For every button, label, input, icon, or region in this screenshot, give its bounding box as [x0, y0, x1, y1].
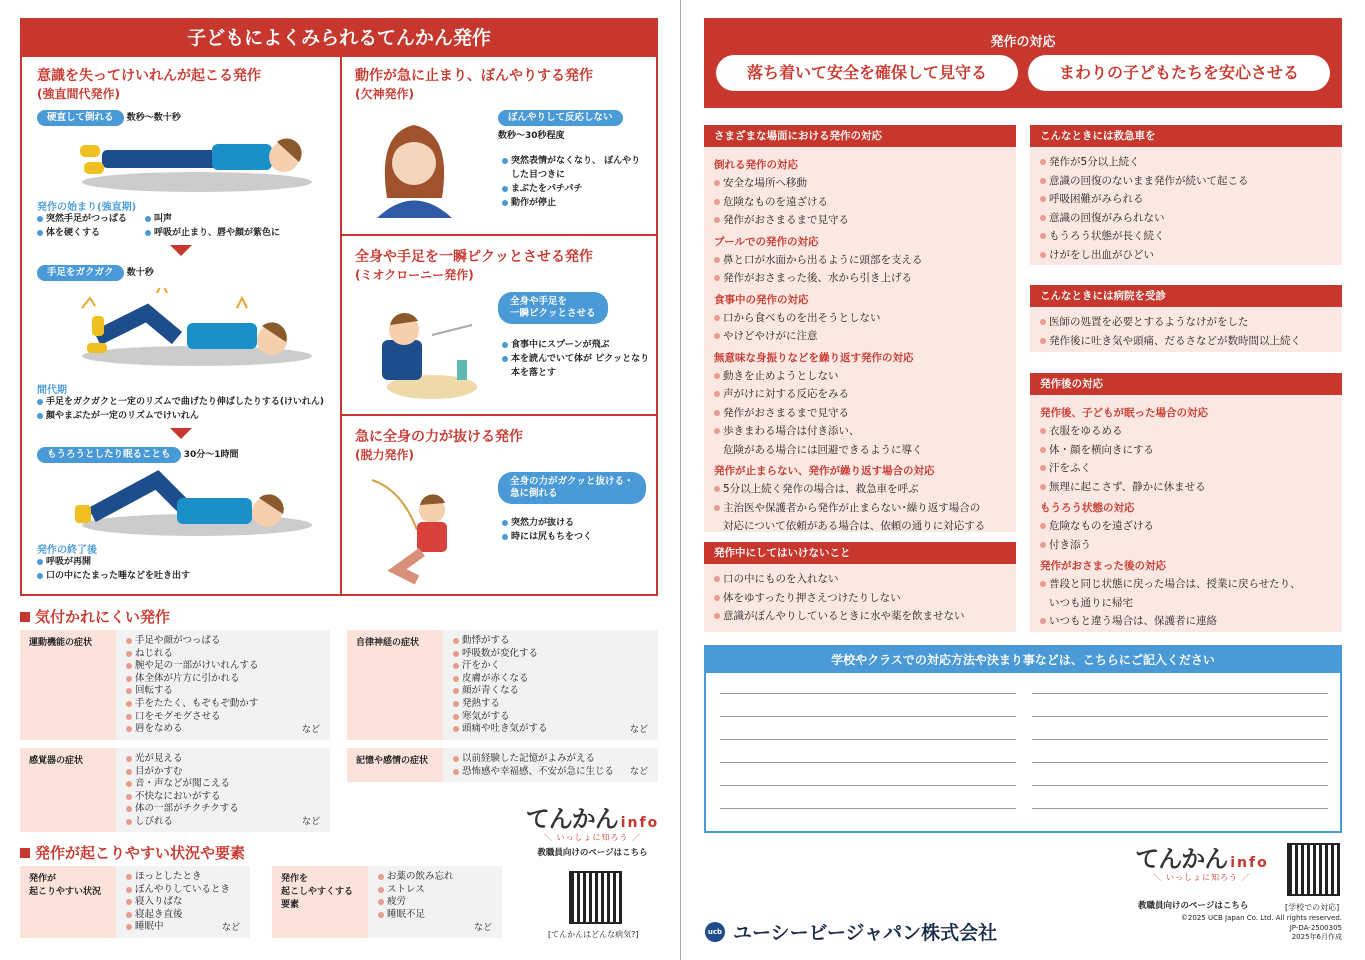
notes-box[interactable] [704, 645, 1342, 833]
list-item: 目がかすむ [126, 766, 320, 779]
list-item: 付き添う [1040, 536, 1332, 555]
list-item: 寒気がする [453, 711, 648, 724]
symptom-box [20, 748, 330, 832]
list-item: 5分以上続く発作の場合は、救急車を呼ぶ [714, 480, 1006, 499]
clonic-phase-title: 間代期 [37, 385, 67, 396]
list-item: 無理に起こさず、静かに休ませる [1040, 478, 1332, 497]
group-title: 無意味な身振りなどを繰り返す発作の対応 [714, 351, 914, 364]
myoclonic-heading: 全身や手足を一瞬ピクッとさせる発作 [355, 249, 593, 265]
document-code: JP-DA-2500305 [1289, 923, 1342, 932]
list-item: やけどやけがに注意 [714, 327, 1006, 346]
phase-time: 30分〜1時間 [183, 450, 239, 460]
qr-label: [学校での対応] [1285, 903, 1340, 912]
list-item: ほっとしたとき [126, 871, 240, 884]
list-item: 口の中にたまった唾などを吐き出す [37, 569, 337, 583]
child-convulsing-illustration [67, 288, 317, 373]
atonic-heading: 急に全身の力が抜ける発作 [355, 429, 523, 445]
reassure-children-banner: まわりの子どもたちを安心させる [1028, 55, 1330, 91]
list-item: 突然表情がなくなり、 ぼんやりした目つきに [502, 154, 642, 182]
list-item: 意識の回復のないまま発作が続いて起こる [1040, 172, 1332, 191]
atonic-section [355, 428, 645, 464]
list-item: 手足をガクガクと一定のリズムで曲げたり伸ばしたりする(けいれん) [37, 395, 337, 409]
end-phase-title: 発作の終了後 [37, 545, 97, 556]
ucb-company-logo [705, 918, 997, 945]
list-item: 意識がぼんやりしているときに水や薬を飲ませない [714, 607, 1006, 626]
list-item: 口の中にものを入れない [714, 570, 1006, 589]
symptom-box [347, 748, 658, 782]
list-item: 声がけに対する反応をみる [714, 385, 1006, 404]
qr-code[interactable] [1287, 843, 1340, 896]
boy-spoon-illustration [362, 295, 477, 405]
response-title: 発作の対応 [990, 35, 1056, 50]
group-title: 倒れる発作の対応 [714, 159, 798, 171]
etc-label: など [629, 725, 648, 735]
list-item: 寝入りばな [126, 896, 240, 909]
list-item: 腕や足の一部がけいれんする [126, 660, 320, 673]
list-item: 疲労 [378, 896, 492, 909]
company-name: ユーシービージャパン株式会社 [733, 922, 998, 944]
absence-time: 数秒〜30秒程度 [498, 131, 565, 141]
list-item: 体の一部がチクチクする [126, 803, 320, 816]
list-item: 音・声などが聞こえる [126, 778, 320, 791]
etc-label: など [629, 767, 648, 777]
list-item: 呼吸が止まり、唇や顔が紫色に [145, 226, 335, 240]
column-divider [340, 57, 342, 596]
myoclonic-list [502, 338, 652, 380]
card-header: こんなときには病院を受診 [1030, 285, 1342, 307]
list-item: ぼんやりしているとき [126, 884, 240, 897]
list-item: 顔やまぶたが一定のリズムでけいれん [37, 409, 337, 423]
list-item: 汗をかく [453, 660, 648, 673]
myoclonic-section [355, 248, 645, 284]
list-item: 手足や顔がつっぱる [126, 635, 320, 648]
list-item: 突然力が抜ける [502, 516, 652, 530]
page-title: 子どもによくみられるてんかん発作 [22, 20, 656, 57]
row-divider [342, 414, 658, 416]
list-item: 口から食べものを出そうとしない [714, 309, 1006, 328]
ucb-logo-icon: ucb [705, 922, 725, 942]
child-sleeping-illustration [67, 470, 317, 540]
list-item: 危険なものを遠ざける [1040, 517, 1332, 536]
list-item: もうろう状態が長く続く [1040, 227, 1332, 246]
list-item: いつもと違う場合は、保護者に連絡 [1040, 612, 1332, 631]
myoclonic-subheading: (ミオクローニー発作) [355, 268, 474, 282]
end-phase-list [37, 555, 337, 583]
list-item: 鼻と口が水面から出るように頭部を支える [714, 251, 1006, 270]
card-header: 発作中にしてはいけないこと [704, 542, 1016, 564]
list-item: 医師の処置を必要とするようなけがをした [1040, 313, 1332, 332]
list-item: 意識の回復がみられない [1040, 209, 1332, 228]
copyright: ©2025 UCB Japan Co. Ltd. All rights reserved. [1180, 914, 1342, 922]
phase-pill: 手足をガクガク [37, 265, 124, 281]
list-item: 不快なにおいがする [126, 791, 320, 804]
row-divider [342, 234, 658, 236]
list-item: 安全な場所へ移動 [714, 174, 1006, 193]
write-in-line[interactable] [720, 808, 1016, 809]
situations-card [704, 125, 1016, 532]
write-in-line[interactable] [1032, 808, 1328, 809]
write-in-line[interactable] [1032, 739, 1328, 740]
seizure-types-box [20, 18, 658, 596]
write-in-line[interactable] [720, 693, 1016, 694]
logo-tagline: ＼ いっしょに知ろう ／ [1153, 873, 1251, 882]
atonic-list [502, 516, 652, 544]
phase-time: 数十秒 [126, 268, 154, 278]
write-in-line[interactable] [1032, 762, 1328, 763]
triggers-heading: 発作が起こりやすい状況や要素 [20, 842, 245, 863]
card-header: さまざまな場面における発作の対応 [704, 125, 1016, 147]
list-item: 発熱する [453, 698, 648, 711]
start-phase-title: 発作の始まり(強直期) [37, 202, 137, 213]
creation-date: 2025年6月作成 [1291, 933, 1342, 941]
etc-label: など [473, 923, 492, 933]
trigger-box [20, 866, 250, 938]
absence-pill: ぼんやりして反応しない [498, 110, 623, 126]
list-item: ストレス [378, 884, 492, 897]
etc-label: など [301, 817, 320, 827]
subtle-seizures-heading: 気付かれにくい発作 [20, 606, 170, 627]
group-title: もうろう状態の対応 [1040, 502, 1135, 514]
list-item: 普段と同じ状態に戻った場合は、授業に戻らせたり、 いつも通りに帰宅 [1040, 575, 1332, 612]
tenkan-info-logo: てんかん info ＼ いっしょに知ろう ／ [1122, 846, 1282, 884]
atonic-pill: 全身の力がガクッと抜ける・ 急に倒れる [498, 472, 646, 504]
response-header [704, 18, 1342, 108]
list-item: 頭痛や吐き気がする [453, 723, 648, 736]
list-item: 睡眠不足 [378, 909, 492, 922]
symptom-box [347, 630, 658, 740]
symptom-category: 発作を 起こしやすくする 要素 [272, 866, 368, 938]
list-item: 突然手足がつっぱる [37, 212, 145, 226]
tonic-clonic-section [37, 67, 327, 103]
group-title: 発作が止まらない、発作が繰り返す場合の対応 [714, 465, 935, 477]
list-item: 発作後に吐き気や頭痛、だるさなどが数時間以上続く [1040, 332, 1332, 351]
stay-calm-banner: 落ち着いて安全を確保して見守る [716, 55, 1018, 91]
symptom-box [20, 630, 330, 740]
list-item: 体をゆすったり押さえつけたりしない [714, 589, 1006, 608]
hospital-card [1030, 285, 1342, 352]
list-item: 叫声 [145, 212, 335, 226]
list-item: 唇をなめる [126, 723, 320, 736]
list-item: 呼吸困難がみられる [1040, 190, 1332, 209]
write-in-line[interactable] [720, 716, 1016, 717]
list-item: まぶたをパチパチ [502, 182, 642, 196]
girl-blank-stare-illustration [372, 113, 457, 218]
list-item: 歩きまわる場合は付き添い、 危険がある場合には回避できるように導く [714, 422, 1006, 459]
write-in-line[interactable] [720, 739, 1016, 740]
start-phase-list [37, 212, 337, 240]
list-item: 体全体が片方に引かれる [126, 673, 320, 686]
qr-label: [てんかんはどんな病気?] [548, 930, 639, 939]
list-item: 時には尻もちをつく [502, 530, 652, 544]
write-in-line[interactable] [720, 762, 1016, 763]
write-in-line[interactable] [720, 785, 1016, 786]
atonic-subheading: (脱力発作) [355, 448, 414, 462]
symptom-category: 感覚器の症状 [20, 748, 116, 832]
teacher-page-caption: 教職員向けのページはこちら [1138, 901, 1249, 911]
list-item: 衣服をゆるめる [1040, 422, 1332, 441]
list-item: 本を読んでいて体が ピクッとなり本を落とす [502, 352, 652, 380]
list-item: 主治医や保護者から発作が止まらない･繰り返す場合の 対応について依頼がある場合は、依頼の通りに対応する [714, 499, 1006, 536]
list-item: 寝起き直後 [126, 909, 240, 922]
absence-heading: 動作が急に止まり、ぼんやりする発作 [355, 68, 593, 84]
donts-card [704, 542, 1016, 632]
card-header: こんなときには救急車を [1030, 125, 1342, 147]
group-title: プールでの発作の対応 [714, 235, 819, 248]
card-header: 発作後の対応 [1030, 373, 1342, 395]
arrow-down-icon [170, 428, 192, 439]
tonic-heading: 意識を失ってけいれんが起こる発作 [37, 68, 261, 84]
list-item: 睡眠中 [126, 921, 240, 934]
symptom-category: 記憶や感情の症状 [347, 748, 443, 782]
absence-list [502, 154, 642, 210]
list-item: 発作が5分以上続く [1040, 153, 1332, 172]
list-item: 動悸がする [453, 635, 648, 648]
list-item: 危険なものを遠ざける [714, 193, 1006, 212]
phase-pill: もうろうとしたり眠ることも [37, 447, 181, 463]
tonic-subheading: (強直間代発作) [37, 87, 120, 101]
trigger-box [272, 866, 502, 938]
list-item: 手をたたく、もぞもぞ動かす [126, 698, 320, 711]
list-item: 汗をふく [1040, 459, 1332, 478]
list-item: ねじれる [126, 648, 320, 661]
list-item: 光が見える [126, 753, 320, 766]
write-in-line[interactable] [1032, 693, 1328, 694]
list-item: しびれる [126, 816, 320, 829]
list-item: 体を硬くする [37, 226, 145, 240]
etc-label: など [301, 725, 320, 735]
list-item: 呼吸数が変化する [453, 648, 648, 661]
logo-tagline: ＼ いっしょに知ろう ／ [543, 833, 642, 842]
girl-falling-illustration [362, 470, 472, 590]
child-stiff-illustration [72, 130, 312, 195]
tenkan-info-logo: てんかん info ＼ いっしょに知ろう ／ 教職員向けのページはこちら [520, 806, 665, 859]
page-divider [680, 0, 681, 960]
symptom-category: 運動機能の症状 [20, 630, 116, 740]
notes-header: 学校やクラスでの対応方法や決まり事などは、こちらにご記入ください [706, 647, 1340, 673]
after-seizure-card [1030, 373, 1342, 632]
etc-label: など [221, 923, 240, 933]
symptom-category: 発作が 起こりやすい状況 [20, 866, 116, 938]
list-item: 呼吸が再開 [37, 555, 337, 569]
list-item: 発作がおさまるまで見守る [714, 211, 1006, 230]
teacher-page-caption: 教職員向けのページはこちら [537, 848, 648, 858]
phase-time: 数秒〜数十秒 [126, 113, 181, 123]
list-item: 恐怖感や幸福感、不安が急に生じる [453, 766, 648, 779]
list-item: お薬の飲み忘れ [378, 871, 492, 884]
list-item: けがをし出血がひどい [1040, 246, 1332, 265]
write-in-line[interactable] [1032, 716, 1328, 717]
list-item: 動きを止めようとしない [714, 367, 1006, 386]
list-item: 以前経験した記憶がよみがえる [453, 753, 648, 766]
list-item: 口をモグモグさせる [126, 711, 320, 724]
list-item: 皮膚が赤くなる [453, 673, 648, 686]
list-item: 発作がおさまった後、水から引き上げる [714, 269, 1006, 288]
absence-subheading: (欠神発作) [355, 87, 414, 101]
group-title: 発作がおさまった後の対応 [1040, 560, 1166, 572]
phase-pill: 硬直して倒れる [37, 110, 124, 126]
group-title: 食事中の発作の対応 [714, 293, 809, 306]
list-item: 体・顔を横向きにする [1040, 441, 1332, 460]
write-in-line[interactable] [1032, 785, 1328, 786]
absence-section [355, 67, 645, 103]
group-title: 発作後、子どもが眠った場合の対応 [1040, 407, 1208, 419]
ambulance-card [1030, 125, 1342, 265]
qr-code[interactable] [569, 871, 622, 924]
myoclonic-pill: 全身や手足を 一瞬ピクッとさせる [498, 292, 608, 324]
list-item: 動作が停止 [502, 196, 642, 210]
list-item: 食事中にスプーンが飛ぶ [502, 338, 652, 352]
clonic-phase-list [37, 395, 337, 423]
list-item: 顔が青くなる [453, 685, 648, 698]
symptom-category: 自律神経の症状 [347, 630, 443, 740]
arrow-down-icon [170, 245, 192, 256]
list-item: 発作がおさまるまで見守る [714, 404, 1006, 423]
list-item: 回転する [126, 685, 320, 698]
